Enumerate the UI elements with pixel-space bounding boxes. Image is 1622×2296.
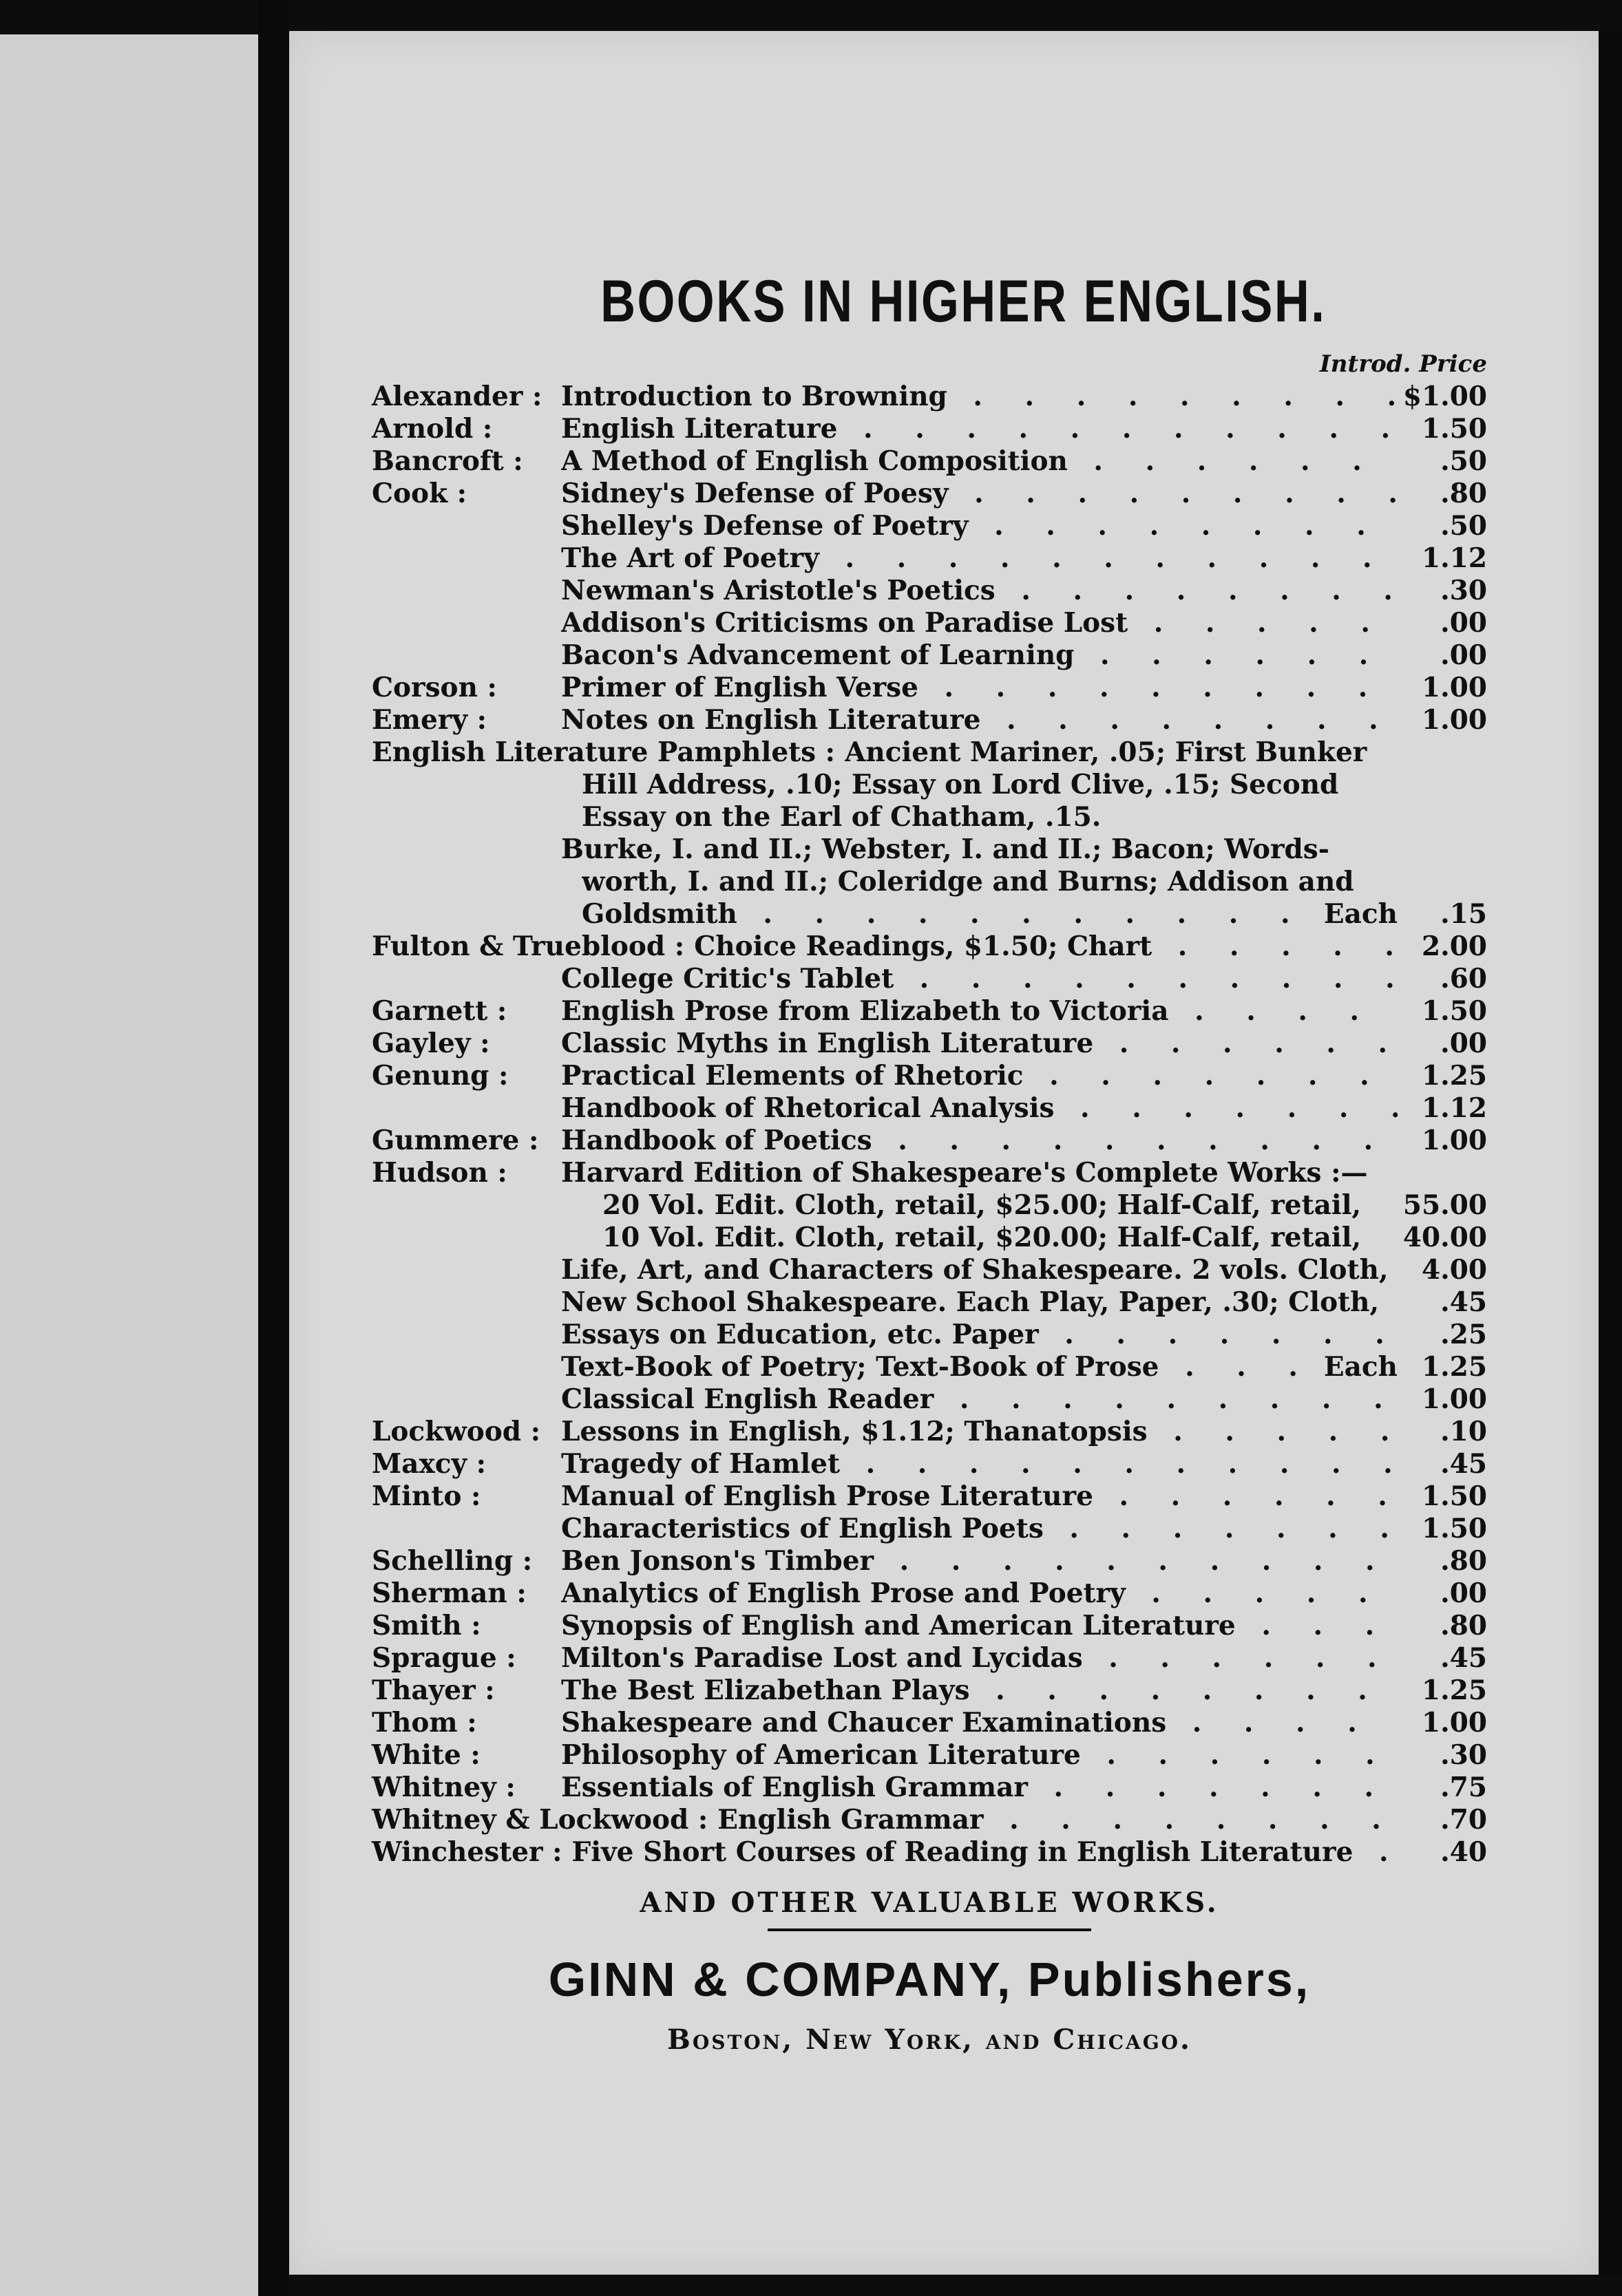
list-item [372, 1610, 1487, 1642]
pamphlets-entry [372, 769, 1487, 801]
book-title: Addison's Criticisms on Paradise Lost . . . [561, 607, 1398, 639]
book-price: 1.50 [1422, 413, 1487, 445]
list-item [372, 963, 1487, 995]
book-price: 2.00 [1422, 931, 1487, 962]
book-title: Practical Elements of Rhetoric . . . [561, 1060, 1398, 1092]
book-price: .00 [1440, 639, 1487, 671]
author-name: Lockwood : [372, 1416, 541, 1447]
book-price: 1.00 [1422, 704, 1487, 736]
book-price: 1.12 [1422, 1092, 1487, 1124]
author-name: Whitney & Lockwood : [372, 1804, 708, 1836]
list-item [372, 1804, 1487, 1836]
pamphlets-entry [372, 833, 1487, 866]
list-item [372, 445, 1487, 478]
book-title: Sidney's Defense of Poesy . . . [561, 478, 1398, 510]
hudson-entry [372, 1222, 1487, 1254]
book-list [372, 381, 1487, 1869]
author-name: Hudson : [372, 1157, 507, 1189]
author-name: Emery : [372, 704, 487, 736]
book-price: .80 [1440, 1545, 1487, 1577]
page-title: BOOKS IN HIGHER ENGLISH. [600, 268, 1327, 334]
author-name: Garnett : [372, 995, 507, 1027]
book-title: Lessons in English, $1.12; Thanatopsis . . . [561, 1416, 1398, 1448]
book-title: Newman's Aristotle's Poetics . . . [561, 575, 1398, 607]
hudson-line: Text-Book of Poetry; Text-Book of Prose . . . [561, 1351, 1310, 1383]
list-item [372, 995, 1487, 1028]
list-item [372, 1675, 1487, 1707]
other-works-note: AND OTHER VALUABLE WORKS. [640, 1886, 1219, 1919]
book-price: 1.00 [1422, 1125, 1487, 1156]
pamphlets-entry [372, 866, 1487, 898]
author-name: White : [372, 1739, 481, 1771]
book-title: English Literature . . . [561, 413, 1398, 445]
list-item [372, 1092, 1487, 1125]
book-price: 1.25 [1422, 1675, 1487, 1706]
author-name: Thom : [372, 1707, 477, 1739]
list-item [372, 1772, 1487, 1804]
list-item [372, 575, 1487, 607]
book-price: 55.00 [1402, 1189, 1487, 1221]
list-item [372, 1416, 1487, 1448]
list-item [372, 704, 1487, 736]
book-title: Introduction to Browning . . . [561, 381, 1398, 413]
author-name: Minto : [372, 1480, 481, 1512]
book-title: Essentials of English Grammar . . . [561, 1772, 1398, 1804]
pamphlets-entry [372, 736, 1487, 769]
book-title: Bacon's Advancement of Learning . . . [561, 639, 1398, 672]
book-price: .15 [1440, 898, 1487, 930]
list-item [372, 1642, 1487, 1675]
book-price: .45 [1440, 1286, 1487, 1318]
book-title: Synopsis of English and American Literature . . . [561, 1610, 1398, 1642]
book-price: .00 [1440, 1577, 1487, 1609]
author-name: Sprague : [372, 1642, 516, 1674]
pamphlets-line: Ancient Mariner, .05; First Bunker [845, 736, 1367, 768]
book-title: Handbook of Rhetorical Analysis . . . [561, 1092, 1398, 1125]
book-price: $1.00 [1402, 381, 1487, 412]
book-title: The Best Elizabethan Plays . . . [561, 1675, 1398, 1707]
author-name: Thayer : [372, 1675, 495, 1706]
book-price: .45 [1440, 1448, 1487, 1480]
book-price: 1.25 [1422, 1060, 1487, 1092]
catalog-page [289, 31, 1599, 2275]
list-item [372, 1480, 1487, 1513]
hudson-entry [372, 1157, 1487, 1189]
book-price: 1.12 [1422, 542, 1487, 574]
divider [768, 1928, 1091, 1931]
list-item [372, 931, 1487, 963]
book-price: .70 [1440, 1804, 1487, 1836]
list-item [372, 1060, 1487, 1092]
book-title: Notes on English Literature . . . [561, 704, 1398, 736]
price-column-header: Introd. Price [1319, 350, 1487, 378]
book-title: English Prose from Elizabeth to Victoria . . . [561, 995, 1398, 1028]
book-title: Shakespeare and Chaucer Examinations . . . [561, 1707, 1398, 1739]
book-gutter [258, 0, 289, 2296]
author-name: Arnold : [372, 413, 493, 445]
author-name: Alexander : [372, 381, 543, 412]
book-price: .60 [1440, 963, 1487, 995]
book-title: Shelley's Defense of Poetry . . . [561, 510, 1398, 542]
pamphlets-entry [372, 898, 1487, 931]
author-name: English Literature Pamphlets : [372, 736, 836, 768]
catalog-content [372, 268, 1487, 2056]
pamphlets-line: Goldsmith . . . [582, 898, 1310, 931]
list-item [372, 1577, 1487, 1610]
book-price: .30 [1440, 575, 1487, 606]
book-price: .00 [1440, 1028, 1487, 1059]
author-name: Schelling : [372, 1545, 533, 1577]
hudson-entry [372, 1351, 1487, 1383]
list-item [372, 381, 1487, 413]
author-name: Winchester : [372, 1836, 562, 1868]
book-title: Choice Readings, $1.50; Chart . . . [694, 931, 1398, 963]
list-item [372, 1836, 1487, 1869]
list-item [372, 1513, 1487, 1545]
book-title: Characteristics of English Poets . . . [561, 1513, 1398, 1545]
book-title: Tragedy of Hamlet . . . [561, 1448, 1398, 1480]
book-price: 1.00 [1422, 672, 1487, 703]
pamphlets-line: Hill Address, .10; Essay on Lord Clive, .15; Second [582, 769, 1339, 800]
author-name: Corson : [372, 672, 497, 703]
author-name: Maxcy : [372, 1448, 487, 1480]
list-item [372, 1028, 1487, 1060]
hudson-entry [372, 1189, 1487, 1222]
pamphlets-line: Burke, I. and II.; Webster, I. and II.; Bacon; Words- [561, 833, 1329, 865]
book-title: Primer of English Verse . . . [561, 672, 1398, 704]
book-price: 1.00 [1422, 1383, 1487, 1415]
list-item [372, 607, 1487, 639]
list-item [372, 639, 1487, 672]
hudson-line: 20 Vol. Edit. Cloth, retail, $25.00; Half-Calf, retail, [602, 1189, 1362, 1221]
author-name: Bancroft : [372, 445, 523, 477]
book-price: .40 [1440, 1836, 1487, 1868]
book-title: Manual of English Prose Literature . . . [561, 1480, 1398, 1513]
book-title: Five Short Courses of Reading in English Literature . . . [572, 1836, 1398, 1869]
hudson-entry [372, 1286, 1487, 1319]
book-price: .50 [1440, 510, 1487, 542]
author-name: Gayley : [372, 1028, 490, 1059]
book-price: .10 [1440, 1416, 1487, 1447]
book-title: Handbook of Poetics . . . [561, 1125, 1398, 1157]
list-item [372, 1739, 1487, 1772]
publisher-name: GINN & COMPANY, Publishers, [548, 1953, 1311, 2006]
left-page-edge [0, 34, 258, 2296]
hudson-line: New School Shakespeare. Each Play, Paper, .30; Cloth, [561, 1286, 1380, 1318]
hudson-entry [372, 1383, 1487, 1416]
hudson-line: Classical English Reader . . . [561, 1383, 1398, 1416]
pamphlets-entry [372, 801, 1487, 833]
book-price: 1.50 [1422, 1513, 1487, 1544]
list-item [372, 672, 1487, 704]
list-item [372, 510, 1487, 542]
book-price: 1.50 [1422, 995, 1487, 1027]
list-item [372, 1448, 1487, 1480]
pamphlets-line: Essay on the Earl of Chatham, .15. [582, 801, 1102, 833]
list-item [372, 1545, 1487, 1577]
book-title: English Grammar . . . [717, 1804, 1398, 1836]
book-price: .80 [1440, 1610, 1487, 1641]
book-price: .25 [1440, 1319, 1487, 1350]
author-name: Gummere : [372, 1125, 539, 1156]
book-title: Analytics of English Prose and Poetry . . . [561, 1577, 1398, 1610]
right-edge [1599, 31, 1622, 2275]
hudson-entry [372, 1319, 1487, 1351]
hudson-line: Harvard Edition of Shakespeare's Complete Works :— [561, 1157, 1368, 1189]
book-price: .50 [1440, 445, 1487, 477]
hudson-line: Essays on Education, etc. Paper . . . [561, 1319, 1398, 1351]
author-name: Genung : [372, 1060, 509, 1092]
hudson-line: 10 Vol. Edit. Cloth, retail, $20.00; Half-Calf, retail, [602, 1222, 1362, 1253]
book-title: The Art of Poetry . . . [561, 542, 1398, 575]
hudson-line: Life, Art, and Characters of Shakespeare. 2 vols. Cloth, [561, 1254, 1389, 1286]
pamphlets-line: worth, I. and II.; Coleridge and Burns; Addison and [582, 866, 1354, 897]
each-label: Each [1323, 1351, 1398, 1383]
list-item [372, 478, 1487, 510]
book-price: .00 [1440, 607, 1487, 639]
book-title: Milton's Paradise Lost and Lycidas . . . [561, 1642, 1398, 1675]
list-item [372, 413, 1487, 445]
book-price: 1.00 [1422, 1707, 1487, 1739]
book-title: Ben Jonson's Timber . . . [561, 1545, 1398, 1577]
book-price: .80 [1440, 478, 1487, 509]
author-name: Cook : [372, 478, 467, 509]
author-name: Smith : [372, 1610, 481, 1641]
hudson-entry [372, 1254, 1487, 1286]
book-price: 40.00 [1402, 1222, 1487, 1253]
list-item [372, 1125, 1487, 1157]
book-title: College Critic's Tablet . . . [561, 963, 1398, 995]
book-title: A Method of English Composition . . . [561, 445, 1398, 478]
book-price: .45 [1440, 1642, 1487, 1674]
author-name: Fulton & Trueblood : [372, 931, 685, 962]
publisher-cities: Boston, New York, and Chicago. [667, 2023, 1192, 2056]
list-item [372, 542, 1487, 575]
book-title: Classic Myths in English Literature . . . [561, 1028, 1398, 1060]
book-price: 1.50 [1422, 1480, 1487, 1512]
book-price: .75 [1440, 1772, 1487, 1803]
book-price: .30 [1440, 1739, 1487, 1771]
author-name: Whitney : [372, 1772, 516, 1803]
each-label: Each [1323, 898, 1398, 930]
book-price: 1.25 [1422, 1351, 1487, 1383]
list-item [372, 1707, 1487, 1739]
book-title: Philosophy of American Literature . . . [561, 1739, 1398, 1772]
author-name: Sherman : [372, 1577, 527, 1609]
book-price: 4.00 [1422, 1254, 1487, 1286]
